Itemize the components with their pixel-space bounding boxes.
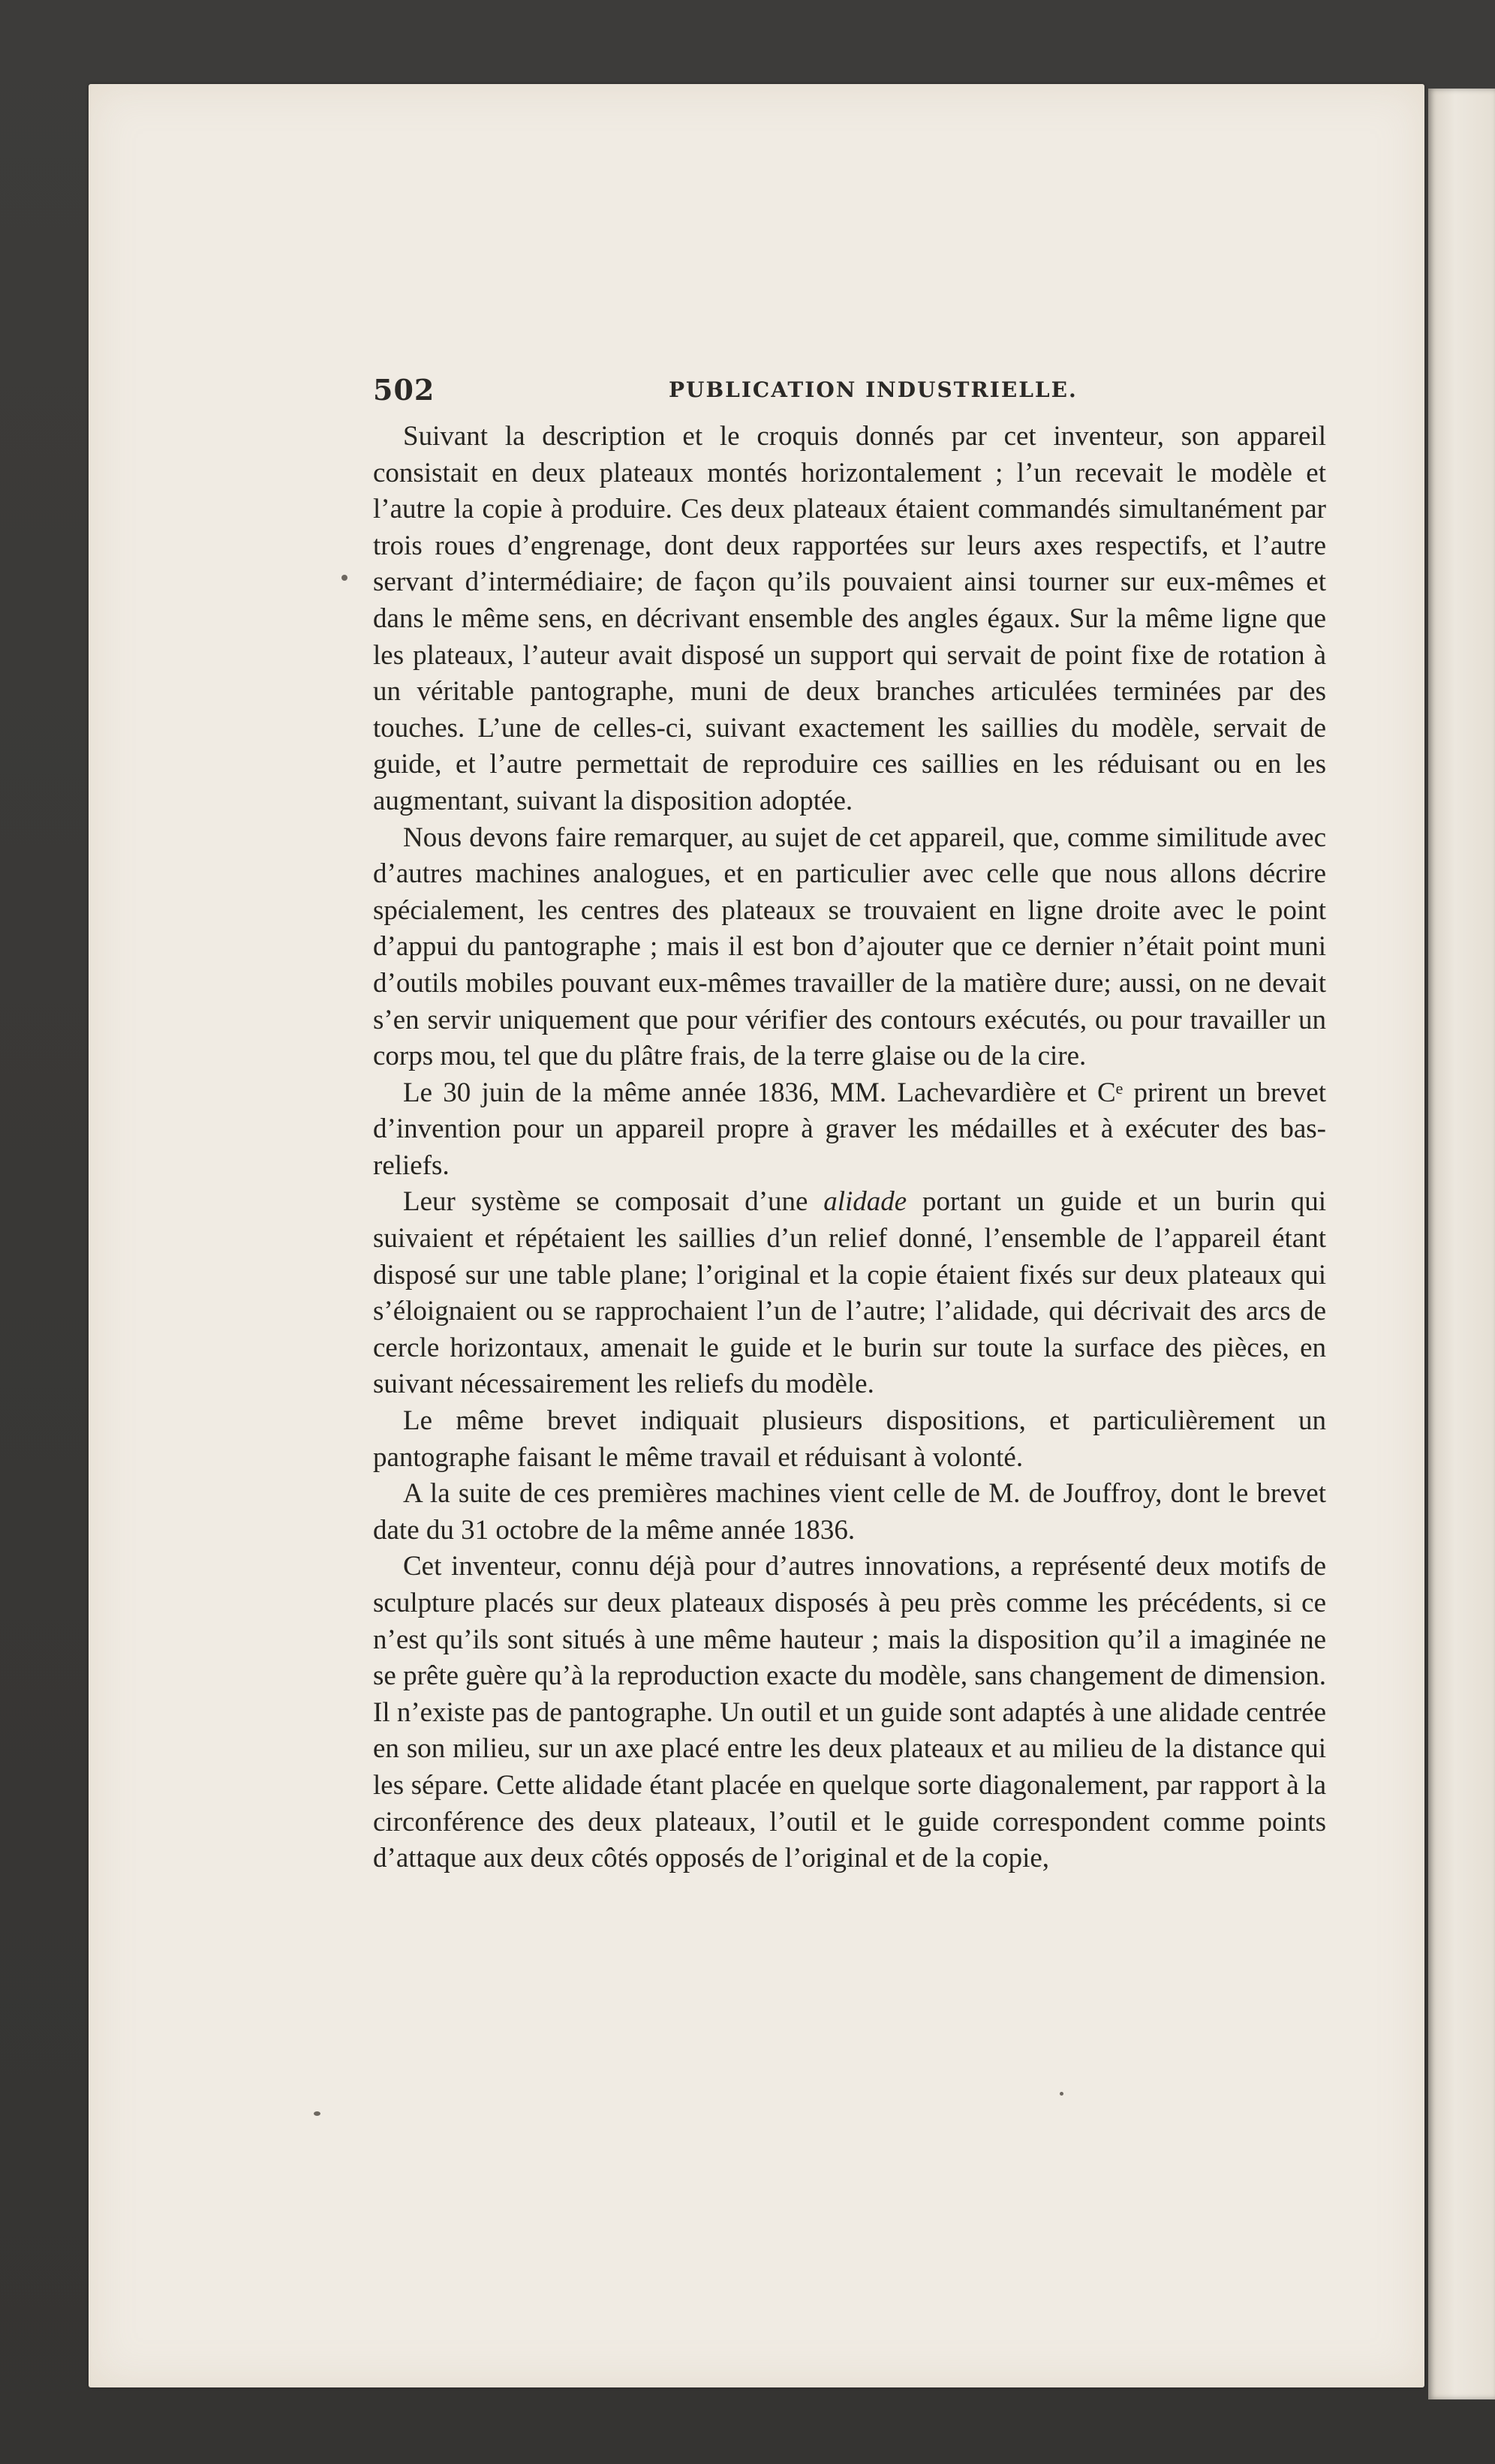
- paragraph: Suivant la description et le croquis donnés par cet inventeur, son appareil consistait en deux plateaux montés horizontalement ; l’un recevait le modèle et l’autre la copie à produire. Ces deux plateaux étaient commandés simultanément par trois roues d’engrenage, dont deux rapportées sur leurs axes respectifs, et l’autre servant d’intermédiaire; de façon qu’ils pouvaient ainsi tourner sur eux-mêmes et dans le même sens, en décrivant ensemble des angles égaux. Sur la même ligne que les plateaux, l’auteur avait disposé un support qui servait de point fixe de rotation à un véritable pantographe, muni de deux branches articulées terminées par des touches. L’une de celles-ci, suivant exactement les saillies du modèle, servait de guide, et l’autre permettait de reproduire ces saillies en les réduisant ou en les augmentant, suivant la disposition adoptée.: [373, 421, 1326, 816]
- body-text: [373, 419, 1326, 1877]
- paragraph: Le même brevet indiquait plusieurs dispositions, et particulièrement un pantographe faisant le même travail et réduisant à volonté.: [373, 1405, 1326, 1473]
- page-number: 502: [373, 373, 435, 407]
- paragraph: Le 30 juin de la même année 1836, MM. Lachevardière et Cᵉ prirent un brevet d’invention pour un appareil propre à graver les médailles et à exécuter des bas-reliefs.: [373, 1077, 1326, 1181]
- italic-term: alidade: [823, 1186, 907, 1218]
- margin-speck: [341, 575, 347, 581]
- paragraph-text: portant un guide et un burin qui suivaient et répétaient les saillies d’un relief donné, l’ensemble de l’appareil étant disposé sur une table plane; l’original et la copie étaient fixés sur deux plateaux qui s’éloignaient ou se rapprochaient l’un de l’autre; l’alidade, qui décrivait des arcs de cercle horizontaux, amenait le guide et le burin sur toute la surface des pièces, en suivant nécessairement les reliefs du modèle.: [373, 1186, 1326, 1400]
- paragraph: Cet inventeur, connu déjà pour d’autres innovations, a représenté deux motifs de sculpture placés sur deux plateaux disposés à peu près comme les précédents, si ce n’est qu’ils sont situés à une même hauteur ; mais la disposition qu’il a imaginée ne se prête guère qu’à la reproduction exacte du modèle, sans changement de dimension. Il n’existe pas de pantographe. Un outil et un guide sont adaptés à une alidade centrée en son milieu, sur un axe placé entre les deux plateaux et au milieu de la distance qui les sépare. Cette alidade étant placée en quelque sorte diagonalement, par rapport à la circonférence des deux plateaux, l’outil et le guide correspondent comme points d’attaque aux deux côtés opposés de l’original et de la copie,: [373, 1551, 1326, 1874]
- paragraph: [373, 1184, 1326, 1403]
- margin-speck: [1060, 2092, 1063, 2096]
- paragraph: A la suite de ces premières machines vient celle de M. de Jouffroy, dont le brevet date du 31 octobre de la même année 1836.: [373, 1478, 1326, 1546]
- paragraph: Nous devons faire remarquer, au sujet de cet appareil, que, comme similitude avec d’autres machines analogues, et en particulier avec celle que nous allons décrire spécialement, les centres des plateaux se trouvaient en ligne droite avec le point d’appui du pantographe ; mais il est bon d’ajouter que ce dernier n’était point muni d’outils mobiles pouvant eux-mêmes travailler de la matière dure; aussi, on ne devait s’en servir uniquement que pour vérifier des contours exécutés, ou pour travailler un corps mou, tel que du plâtre frais, de la terre glaise ou de la cire.: [373, 822, 1326, 1072]
- running-head: PUBLICATION INDUSTRIELLE.: [669, 377, 1078, 402]
- paragraph-text: Leur système se composait d’une: [403, 1186, 824, 1218]
- adjacent-page-edge: [1428, 89, 1495, 2399]
- margin-speck: [314, 2111, 320, 2116]
- page-header: [373, 373, 1326, 409]
